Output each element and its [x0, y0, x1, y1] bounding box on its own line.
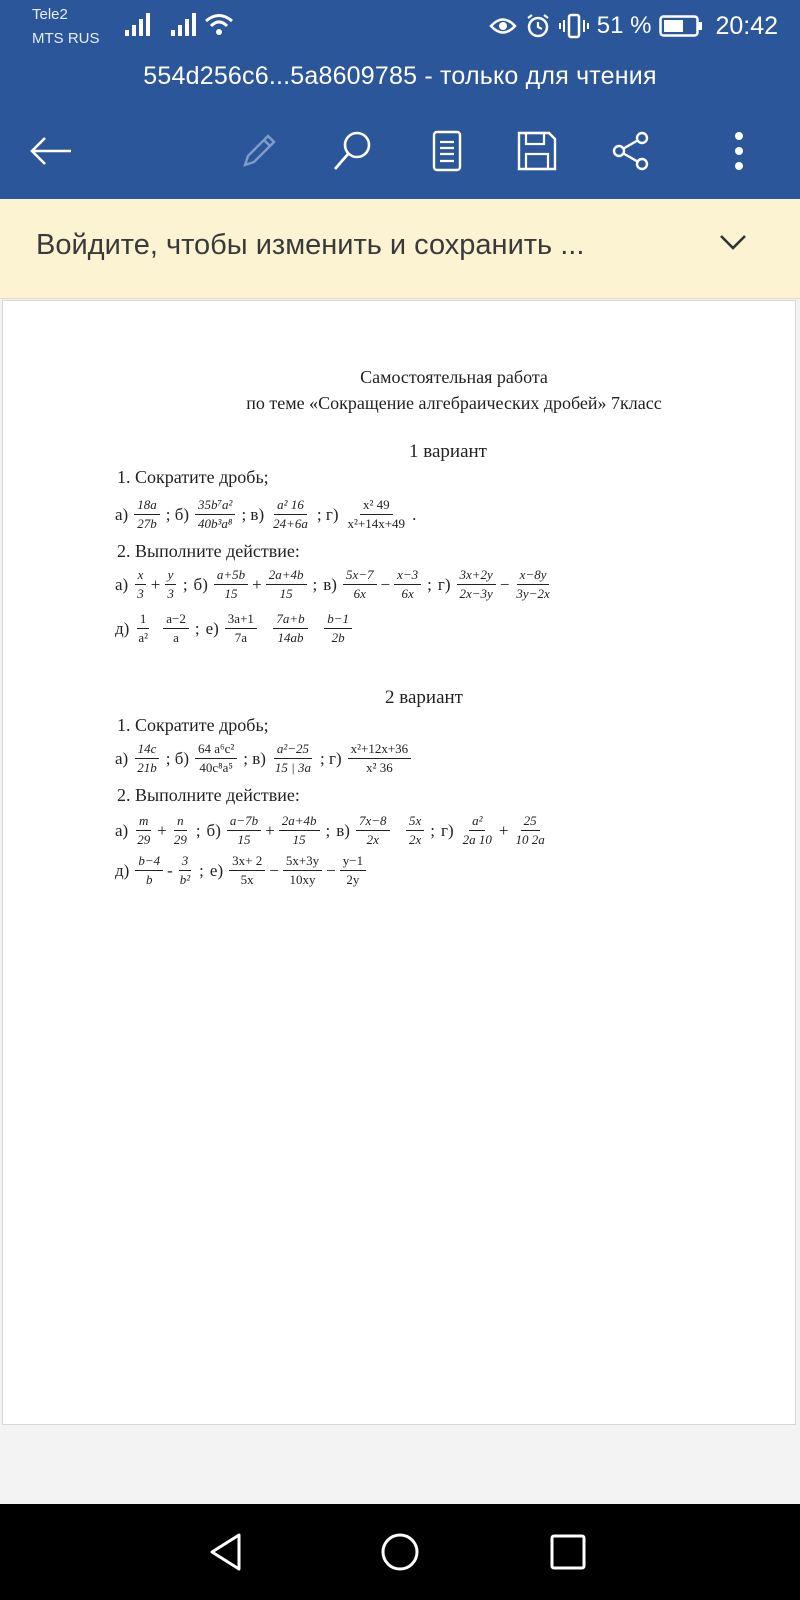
- save-button[interactable]: [510, 124, 564, 178]
- punctuation: .: [412, 504, 417, 524]
- fraction: [164, 567, 177, 603]
- fraction: [214, 567, 248, 603]
- denominator: 3: [167, 586, 174, 602]
- denominator: 15: [292, 832, 306, 848]
- denominator: 6x: [401, 586, 414, 602]
- numerator: 25: [521, 813, 540, 831]
- numerator: 5x+3y: [283, 853, 322, 871]
- numerator: 2a+4b: [266, 567, 307, 585]
- variant-2-task-1-expressions: [115, 741, 411, 777]
- status-indicators: [489, 10, 778, 42]
- alarm-icon: [525, 13, 551, 39]
- item-label: е): [205, 618, 219, 638]
- reading-view-button[interactable]: [420, 124, 474, 178]
- numerator: 5x: [406, 813, 424, 831]
- vibrate-icon: [559, 13, 589, 39]
- fraction: [134, 741, 160, 777]
- status-bar: [0, 0, 800, 52]
- document-page[interactable]: [2, 300, 796, 1425]
- fraction: [406, 813, 424, 849]
- numerator: a−2: [163, 611, 189, 629]
- numerator: x−3: [394, 567, 421, 585]
- numerator: a²: [469, 813, 485, 831]
- item-label: д): [115, 618, 130, 638]
- numerator: b−1: [324, 611, 352, 629]
- signal-icon: [170, 12, 198, 38]
- variant-2-task-2: 2. Выполните действие:: [117, 785, 300, 805]
- doc-heading-line-1: Самостоятельная работа: [360, 367, 548, 387]
- item-label: ; в): [241, 504, 265, 524]
- system-nav-bar: [0, 1504, 800, 1600]
- denominator: 6x: [353, 586, 366, 602]
- doc-heading-line-2: по теме «Сокращение алгебраических дробей» 7класс: [246, 393, 662, 413]
- denominator: 10xy: [289, 872, 316, 888]
- reading-view-icon: [430, 130, 464, 172]
- fraction: [343, 567, 377, 603]
- denominator: b²: [179, 872, 191, 888]
- fraction: [457, 567, 496, 603]
- fraction: [460, 813, 495, 849]
- fraction: [177, 853, 193, 889]
- numerator: 3x+2y: [457, 567, 496, 585]
- fraction: [324, 611, 352, 647]
- fraction: [513, 813, 548, 849]
- denominator: x²+14x+49: [347, 516, 406, 532]
- item-label: а): [115, 820, 129, 840]
- denominator: 40b³a⁸: [198, 516, 233, 532]
- numerator: 14c: [135, 741, 160, 759]
- fraction: [227, 813, 261, 849]
- variant-2-task-2-expressions-2: д) $\frac{b-4}{b}$ - $\frac{3}{\text{b²}}$ ; е) $\frac{3x+ 2}{5x}$ − $\frac{5x+3y}{10xy}$ − $\frac{y-1}{2y}$: [115, 853, 366, 889]
- numerator: m: [136, 813, 151, 831]
- share-button[interactable]: [604, 124, 658, 178]
- variant-1-label: 1 вариант: [409, 441, 487, 462]
- numerator: 64 a⁶c²: [195, 741, 237, 759]
- item-label: а): [115, 574, 129, 594]
- numerator: x² 49: [360, 497, 393, 515]
- numerator: b−4: [135, 853, 163, 871]
- toolbar: [0, 118, 800, 182]
- numerator: 7a+b: [273, 611, 307, 629]
- battery-icon: [659, 14, 703, 38]
- clock: 20:42: [715, 11, 778, 40]
- numerator: a+5b: [214, 567, 248, 585]
- denominator: a²: [138, 630, 148, 646]
- carrier-name: Tele2: [32, 6, 68, 23]
- variant-1-task-2: 2. Выполните действие:: [117, 541, 300, 561]
- nav-back-icon: [208, 1532, 244, 1572]
- numerator: 7x−8: [356, 813, 390, 831]
- nav-home-button[interactable]: [370, 1526, 430, 1578]
- denominator: a: [173, 630, 179, 646]
- item-label: ; б): [165, 504, 190, 524]
- nav-recents-icon: [549, 1533, 587, 1571]
- numerator: x: [135, 567, 147, 585]
- denominator: 5x: [240, 872, 254, 888]
- document-background: [0, 1426, 800, 1504]
- denominator: b: [145, 872, 153, 888]
- app-bar: [0, 0, 800, 199]
- search-icon: [331, 129, 375, 173]
- variant-2-label: 2 вариант: [385, 687, 463, 708]
- item-label: б): [206, 820, 221, 840]
- numerator: 1: [137, 611, 150, 629]
- numerator: 35b⁷a²: [195, 497, 235, 515]
- edit-pencil-icon: [239, 131, 279, 171]
- chevron-down-icon[interactable]: [718, 232, 748, 252]
- denominator: 3: [137, 586, 144, 602]
- eye-icon: [489, 15, 517, 37]
- numerator: 3a+1: [225, 611, 257, 629]
- item-label: г): [437, 574, 451, 594]
- fraction: [348, 741, 412, 777]
- item-label: е): [209, 860, 224, 880]
- variant-2-task-2-expressions: а) $\frac{m}{29}$ + $\frac{n}{29}$ ; б) $\frac{a-7b}{15}$ + $\frac{2a+4b}{15}$ ; в) $\frac{7x-8}{2x}$ $\frac{5x}{2x}$ ; г) $\frac{\text{a²}}{2a 10}$ + $\frac{25}{10 2a}$: [115, 813, 548, 849]
- numerator: 5x−7: [343, 567, 377, 585]
- item-label: ; г): [320, 748, 342, 768]
- denominator: 7a: [234, 630, 247, 646]
- denominator: 2x: [409, 832, 422, 848]
- denominator: 29: [173, 832, 187, 848]
- fraction: [225, 611, 257, 647]
- item-label: а): [115, 504, 129, 524]
- denominator: 15: [224, 586, 238, 602]
- nav-home-icon: [379, 1531, 421, 1573]
- fraction: [272, 741, 314, 777]
- edit-button[interactable]: [232, 124, 286, 178]
- fraction: [270, 497, 311, 533]
- numerator: n: [174, 813, 187, 831]
- denominator: 3y−2x: [516, 586, 550, 602]
- denominator: 2y: [346, 872, 360, 888]
- numerator: x²+12x+36: [348, 741, 412, 759]
- fraction: [163, 611, 189, 647]
- fraction: [134, 567, 147, 603]
- denominator: 10 2a: [515, 832, 545, 848]
- fraction: [279, 813, 320, 849]
- fraction: [135, 611, 151, 647]
- signal-icon: [124, 12, 152, 38]
- item-label: ; б): [165, 748, 190, 768]
- back-arrow-icon: [29, 135, 73, 167]
- denominator: 15: [279, 586, 293, 602]
- wifi-icon: [204, 12, 234, 38]
- denominator: 24+6a: [273, 516, 308, 532]
- item-label: ; в): [243, 748, 266, 768]
- denominator: x² 36: [366, 760, 393, 776]
- nav-back-button[interactable]: [196, 1526, 256, 1578]
- more-options-button[interactable]: [712, 124, 766, 178]
- variant-1-task-1-expressions: [115, 497, 420, 533]
- fraction: [195, 497, 235, 533]
- variant-1-task-2-expressions: а) $\frac{x}{3}$ + $\frac{y}{3}$ ; б) $\frac{a+5b}{15}$ + $\frac{2a+4b}{15}$ ; в) $\frac{5x-7}{6x}$ − $\frac{x-3}{6x}$ ; г) $\frac{3x+2y}{2x-3y}$ − $\frac{x-8y}{3y-2x}$: [115, 567, 553, 603]
- fraction: [394, 567, 421, 603]
- denominator: 29: [137, 832, 151, 848]
- numerator: 3x+ 2: [229, 853, 265, 871]
- variant-2-task-1: 1. Сократите дробь;: [117, 715, 269, 735]
- numerator: a²−25: [274, 741, 312, 759]
- denominator: 21b: [137, 760, 157, 776]
- denominator: 15: [237, 832, 251, 848]
- denominator: 27b: [137, 516, 157, 532]
- item-label: ; г): [316, 504, 339, 524]
- fraction: [171, 813, 190, 849]
- fraction: [266, 567, 307, 603]
- carrier-name: MTS RUS: [32, 30, 100, 47]
- variant-1-task-2-expressions-2: д) $\frac{1}{\text{a²}}$ $\frac{a-2}{a}$ ; е) $\frac{3a+1}{7a}$ $\frac{7a+b}{14ab}$ $\frac{b-1}{2b}$: [115, 611, 352, 647]
- denominator: 2x−3y: [459, 586, 493, 602]
- numerator: a−7b: [227, 813, 261, 831]
- fraction: [340, 853, 366, 889]
- fraction: [283, 853, 322, 889]
- numerator: y: [165, 567, 177, 585]
- denominator: 15 | 3a: [274, 760, 311, 776]
- item-label: б): [193, 574, 208, 594]
- denominator: 2a 10: [462, 832, 492, 848]
- numerator: x−8y: [517, 567, 550, 585]
- item-label: а): [115, 748, 129, 768]
- search-button[interactable]: [326, 124, 380, 178]
- numerator: 2a+4b: [279, 813, 320, 831]
- more-vert-icon: [731, 130, 747, 172]
- denominator: 40c⁸a⁵: [199, 760, 233, 776]
- denominator: 2b: [331, 630, 345, 646]
- sign-in-banner-text: Войдите, чтобы изменить и сохранить ...: [36, 229, 585, 261]
- back-button[interactable]: [24, 124, 78, 178]
- fraction: [195, 741, 237, 777]
- nav-recents-button[interactable]: [538, 1526, 598, 1578]
- item-label: в): [323, 574, 337, 594]
- numerator: y−1: [340, 853, 366, 871]
- battery-percent: 51 %: [596, 12, 652, 39]
- document-title: 554d256c6...5a8609785 - только для чтения: [143, 62, 657, 90]
- denominator: 14ab: [277, 630, 304, 646]
- numerator: 18a: [134, 497, 160, 515]
- fraction: [135, 853, 163, 889]
- numerator: 3: [179, 853, 192, 871]
- fraction: [134, 497, 160, 533]
- fraction: [273, 611, 307, 647]
- save-icon: [516, 130, 558, 172]
- fraction: [356, 813, 390, 849]
- numerator: a² 16: [274, 497, 307, 515]
- fraction: [345, 497, 409, 533]
- fraction: [513, 567, 552, 603]
- variant-1-task-1: 1. Сократите дробь;: [117, 467, 269, 487]
- denominator: 2x: [366, 832, 379, 848]
- share-icon: [610, 130, 652, 172]
- sign-in-banner[interactable]: [0, 199, 800, 299]
- fraction: [134, 813, 153, 849]
- fraction: [229, 853, 265, 889]
- item-label: в): [336, 820, 350, 840]
- item-label: д): [115, 860, 130, 880]
- item-label: г): [441, 820, 454, 840]
